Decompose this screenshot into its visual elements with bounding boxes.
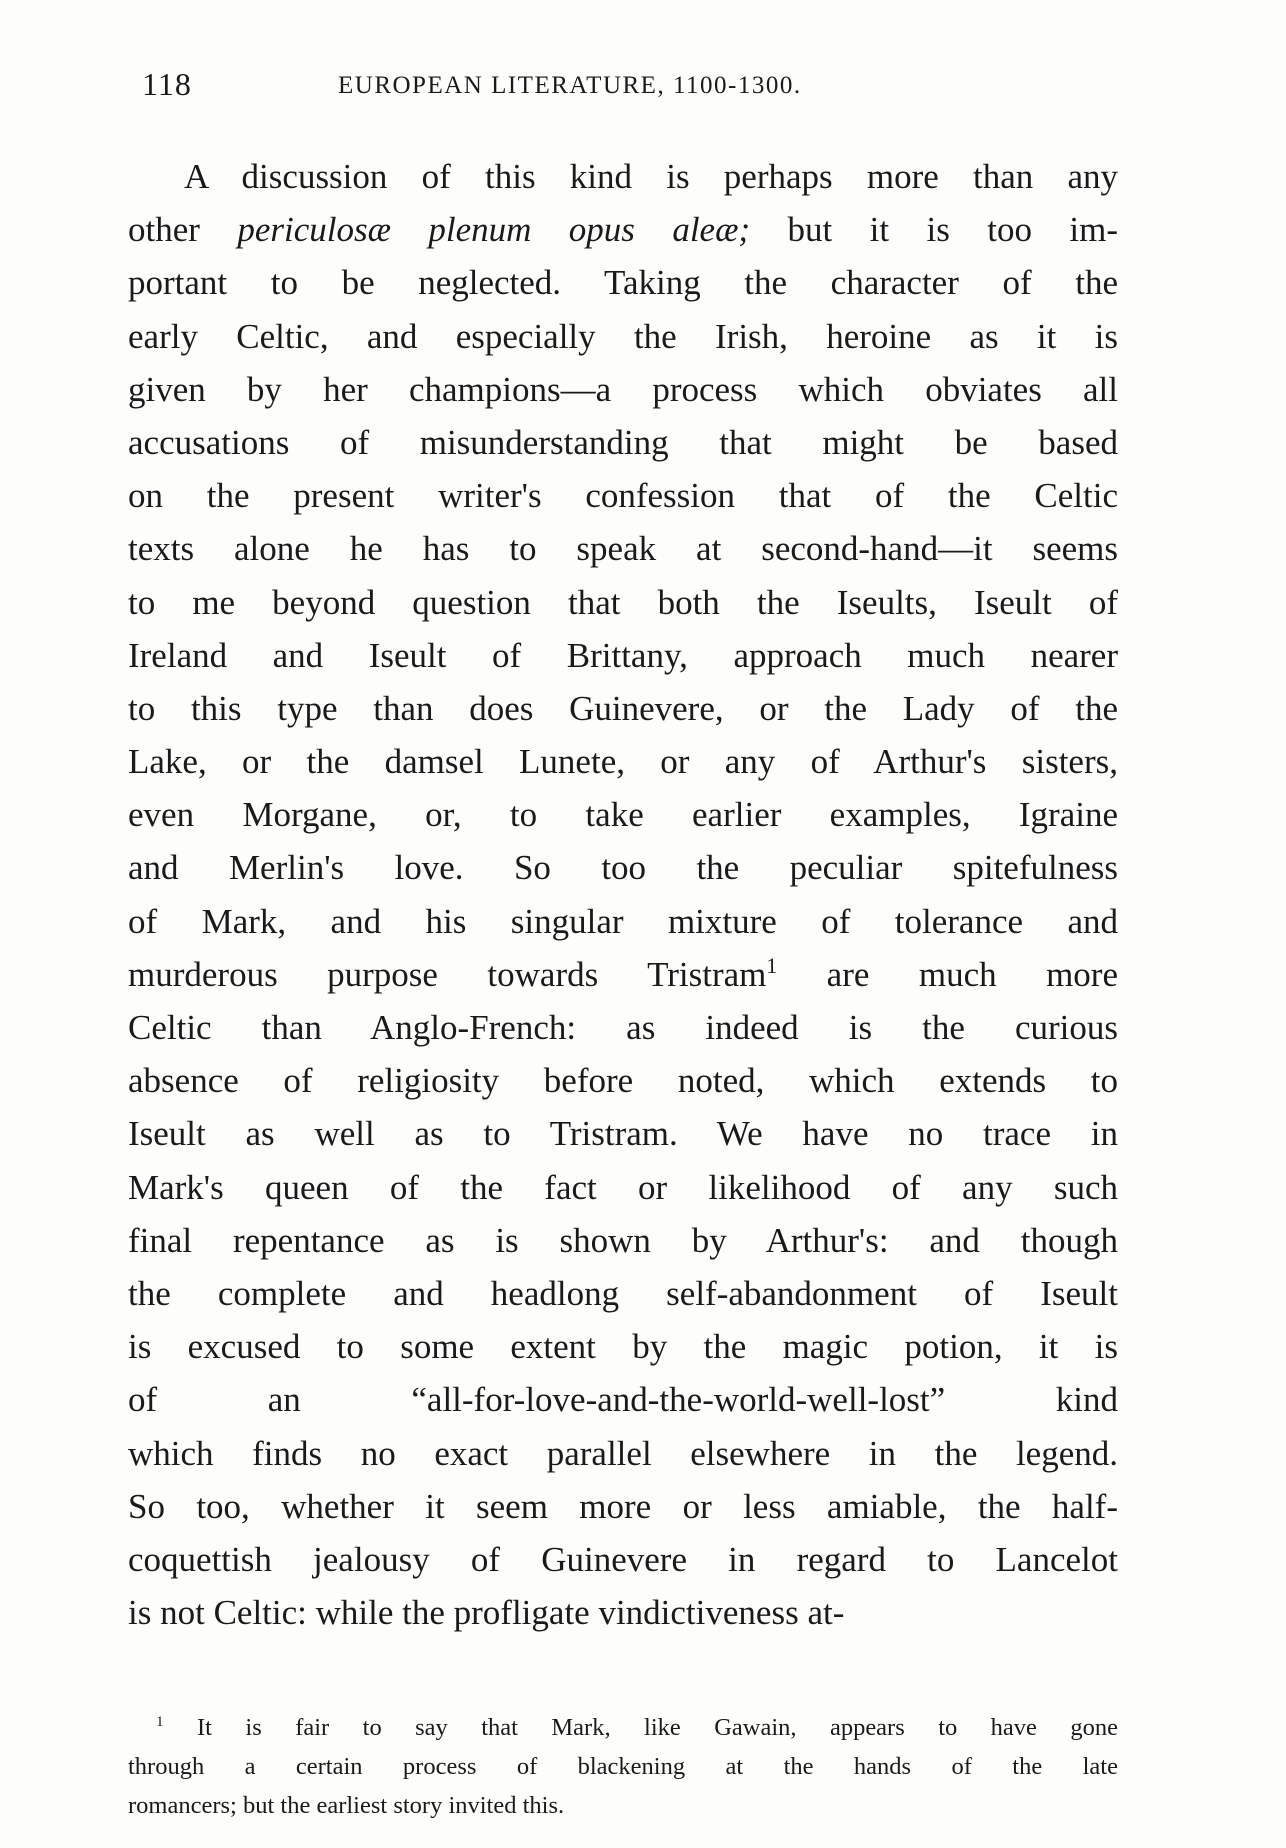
body-text-line: which finds no exact parallel elsewhere in the legend. — [128, 1433, 1118, 1473]
body-text-line: to this type than does Guinevere, or the Lady of the — [128, 688, 1118, 728]
footnote-line: through a certain process of blackening at the hands of the late — [128, 1753, 1118, 1780]
body-text-line: texts alone he has to speak at second-hand—it seems — [128, 529, 1118, 569]
body-text-line: So too, whether it seem more or less amiable, the half- — [128, 1486, 1118, 1526]
body-text-line: Celtic than Anglo-French: as indeed is the curious — [128, 1008, 1118, 1047]
body-text-line: Lake, or the damsel Lunete, or any of Arthur's sisters, — [128, 742, 1118, 782]
body-text-line: to me beyond question that both the Iseults, Iseult of — [128, 582, 1118, 622]
body-text-line: is excused to some extent by the magic potion, it is — [128, 1327, 1118, 1367]
body-text-line: given by her champions—a process which obviates all — [128, 369, 1118, 409]
body-text-line: other periculosæ plenum opus aleæ; but it is too im- — [128, 210, 1118, 250]
body-text-line: coquettish jealousy of Guinevere in regard to Lancelot — [128, 1539, 1118, 1579]
running-head: EUROPEAN LITERATURE, 1100-1300. — [338, 72, 802, 99]
body-text-line: the complete and headlong self-abandonment of Iseult — [128, 1273, 1118, 1313]
body-text-line: final repentance as is shown by Arthur's: and though — [128, 1220, 1118, 1260]
body-text-line: Mark's queen of the fact or likelihood of any such — [128, 1167, 1118, 1207]
body-text-line: accusations of misunderstanding that might be based — [128, 422, 1118, 462]
footnote-line: $^1$ It is fair to say that Mark, like Gawain, appears to have gone — [156, 1712, 1118, 1741]
body-text-line: absence of religiosity before noted, which extends to — [128, 1061, 1118, 1101]
body-text-line: of an “all-for-love-and-the-world-well-lost” kind — [128, 1380, 1118, 1420]
body-text-line: murderous purpose towards Tristram$^1$ are much more — [128, 953, 1118, 994]
body-text-line: is not Celtic: while the profligate vindictiveness at- — [128, 1593, 845, 1633]
body-text-line: Ireland and Iseult of Brittany, approach much nearer — [128, 635, 1118, 675]
main-text — [128, 150, 1118, 1639]
body-text-line: A discussion of this kind is perhaps more than any — [184, 157, 1118, 196]
page-number: 118 — [142, 66, 192, 102]
body-text-line: and Merlin's love. So too the peculiar spitefulness — [128, 848, 1118, 888]
body-text-line: of Mark, and his singular mixture of tolerance and — [128, 901, 1118, 941]
footnote-line: romancers; but the earliest story invited this. — [128, 1792, 565, 1819]
body-text-line: on the present writer's confession that of the Celtic — [128, 476, 1118, 516]
body-text-line: even Morgane, or, to take earlier examples, Igraine — [128, 795, 1118, 835]
body-text-line: early Celtic, and especially the Irish, heroine as it is — [128, 316, 1118, 356]
body-text-line: portant to be neglected. Taking the character of the — [128, 263, 1118, 303]
body-text-line: Iseult as well as to Tristram. We have no trace in — [128, 1114, 1118, 1154]
footnote — [128, 1708, 1118, 1825]
